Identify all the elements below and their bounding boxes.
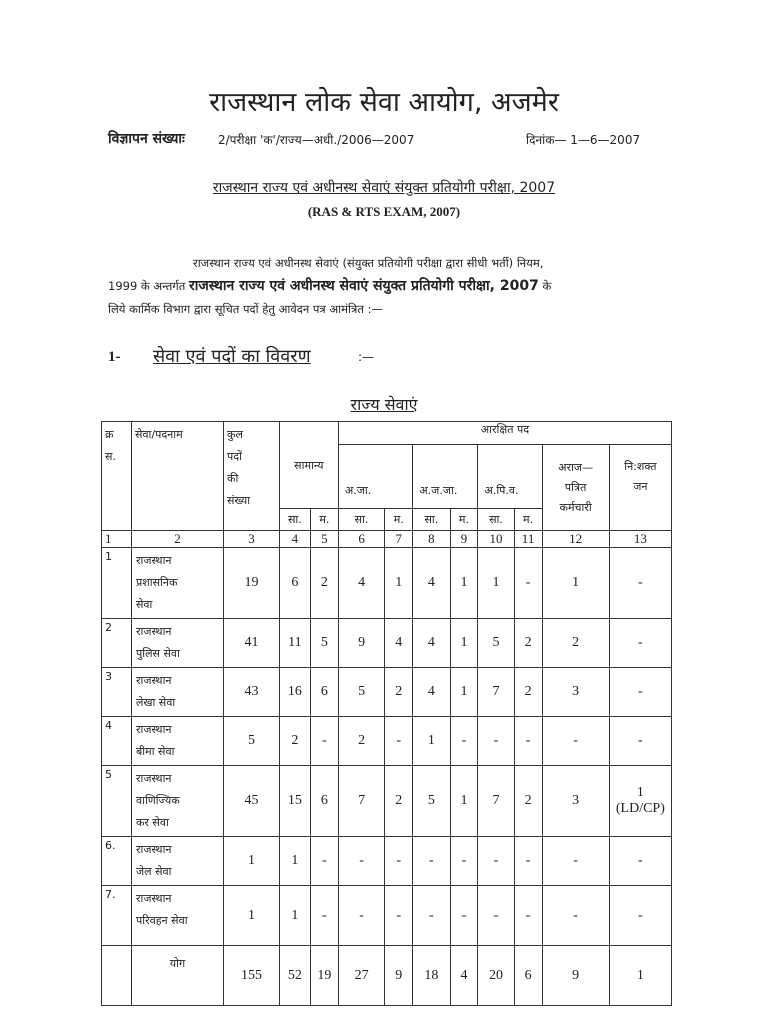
row-cell-sc-s: 7 [338,766,385,837]
row-cell-obc-m: - [514,717,542,766]
total-cell: 9 [542,946,609,1006]
row-cell-obc-s: 7 [478,766,514,837]
index-cell: 10 [478,531,514,548]
services-table [101,421,672,1006]
row-service-name: राजस्थान प्रशासनिक सेवा [131,548,223,619]
total-cell: 9 [385,946,413,1006]
total-label: योग [131,946,223,1006]
row-cell-sc-s: - [338,837,385,886]
head-sc-sa: सा. [338,509,385,531]
row-service-name: राजस्थान वाणिज्यिक कर सेवा [131,766,223,837]
table-row [102,766,672,837]
row-sr: 2 [102,619,132,668]
row-cell-total: 41 [224,619,280,668]
total-row [102,946,672,1006]
row-cell-sc-m: 4 [385,619,413,668]
row-cell-st-s: 5 [413,766,450,837]
row-sr: 1 [102,548,132,619]
row-service-name: राजस्थान बीमा सेवा [131,717,223,766]
total-cell: 52 [279,946,310,1006]
index-cell: 1 [102,531,132,548]
table-row [102,886,672,946]
head-gen-sa: सा. [279,509,310,531]
row-cell-gen-m: 6 [310,766,338,837]
head-sr: क्र स. [102,422,132,531]
head-st: अ.ज.जा. [413,445,478,509]
total-cell: 6 [514,946,542,1006]
row-cell-gen-s: 1 [279,886,310,946]
table-title: राज्य सेवाएं [350,395,418,414]
head-total: कुल पदों की संख्या [224,422,280,531]
row-cell-total: 43 [224,668,280,717]
index-cell: 3 [224,531,280,548]
row-cell-sc-s: - [338,886,385,946]
row-sr: 5 [102,766,132,837]
row-cell-st-s: - [413,886,450,946]
total-sr [102,946,132,1006]
exam-title: राजस्थान राज्य एवं अधीनस्थ सेवाएं संयुक्त प्रतियोगी परीक्षा, 2007 [212,180,556,196]
head-obc: अ.पि.व. [478,445,542,509]
row-cell-gen-m: 2 [310,548,338,619]
table-header-row-1 [102,422,672,445]
total-cell: 4 [450,946,478,1006]
row-cell-sc-s: 9 [338,619,385,668]
row-cell-st-m: - [450,837,478,886]
row-cell-gen-s: 16 [279,668,310,717]
row-cell-st-m: - [450,886,478,946]
row-service-name: राजस्थान पुलिस सेवा [131,619,223,668]
row-cell-disabled: 1 (LD/CP) [609,766,671,837]
row-cell-st-m: 1 [450,548,478,619]
row-cell-exsvc: 3 [542,668,609,717]
head-st-sa: सा. [413,509,450,531]
head-service: सेवा/पदनाम [131,422,223,531]
row-cell-sc-m: 2 [385,668,413,717]
index-cell: 6 [338,531,385,548]
head-st-ma: म. [450,509,478,531]
row-cell-exsvc: - [542,837,609,886]
row-cell-st-m: 1 [450,766,478,837]
row-cell-gen-m: - [310,717,338,766]
row-cell-obc-m: 2 [514,668,542,717]
row-cell-disabled: - [609,668,671,717]
row-cell-sc-s: 5 [338,668,385,717]
row-cell-total: 1 [224,886,280,946]
exam-title-english: (RAS & RTS EXAM, 2007) [307,204,461,219]
row-cell-total: 45 [224,766,280,837]
intro-line-1: राजस्थान राज्य एवं अधीनस्थ सेवाएं (संयुक्त प्रतियोगी परीक्षा द्वारा सीधी भर्ती) नियम, [193,256,544,270]
table-row [102,668,672,717]
row-cell-disabled: - [609,886,671,946]
row-cell-disabled: - [609,548,671,619]
head-disabled: नि:शक्त जन [609,445,671,531]
table-row [102,548,672,619]
advertisement-date: दिनांक— 1—6—2007 [526,133,641,147]
head-sc: अ.जा. [338,445,412,509]
row-cell-sc-m: - [385,717,413,766]
row-sr: 4 [102,717,132,766]
index-cell: 4 [279,531,310,548]
row-cell-st-s: 4 [413,548,450,619]
row-cell-total: 5 [224,717,280,766]
row-cell-obc-s: - [478,886,514,946]
intro-line-2-post: के [542,279,552,293]
section-suffix: :— [358,350,375,364]
row-cell-gen-s: 11 [279,619,310,668]
row-cell-obc-m: - [514,837,542,886]
row-cell-disabled: - [609,717,671,766]
index-cell: 9 [450,531,478,548]
head-reserved: आरक्षित पद [338,422,671,445]
row-cell-obc-s: 5 [478,619,514,668]
total-cell: 18 [413,946,450,1006]
index-cell: 7 [385,531,413,548]
row-cell-sc-s: 2 [338,717,385,766]
row-cell-st-s: 4 [413,668,450,717]
row-cell-total: 19 [224,548,280,619]
row-cell-st-s: - [413,837,450,886]
row-service-name: राजस्थान परिवहन सेवा [131,886,223,946]
row-cell-obc-s: 1 [478,548,514,619]
row-cell-obc-m: - [514,548,542,619]
table-row [102,717,672,766]
row-cell-exsvc: 2 [542,619,609,668]
index-cell: 8 [413,531,450,548]
total-cell: 19 [310,946,338,1006]
head-obc-sa: सा. [478,509,514,531]
row-cell-exsvc: - [542,717,609,766]
index-cell: 5 [310,531,338,548]
row-cell-obc-s: - [478,717,514,766]
table-row [102,619,672,668]
index-row [102,531,672,548]
row-cell-gen-m: 6 [310,668,338,717]
row-cell-sc-s: 4 [338,548,385,619]
row-cell-obc-m: 2 [514,619,542,668]
total-cell: 1 [609,946,671,1006]
row-sr: 6. [102,837,132,886]
row-sr: 3 [102,668,132,717]
intro-line-2 [108,275,678,298]
row-cell-exsvc: - [542,886,609,946]
row-cell-obc-s: 7 [478,668,514,717]
head-gen-ma: म. [310,509,338,531]
row-cell-gen-m: - [310,886,338,946]
total-cell: 155 [224,946,280,1006]
row-cell-gen-s: 15 [279,766,310,837]
row-cell-gen-s: 1 [279,837,310,886]
row-cell-st-m: 1 [450,619,478,668]
row-cell-gen-s: 2 [279,717,310,766]
index-cell: 2 [131,531,223,548]
row-cell-sc-m: - [385,886,413,946]
row-cell-obc-m: 2 [514,766,542,837]
row-sr: 7. [102,886,132,946]
row-cell-exsvc: 3 [542,766,609,837]
index-cell: 11 [514,531,542,548]
row-cell-st-m: - [450,717,478,766]
row-cell-sc-m: 1 [385,548,413,619]
page-title: राजस्थान लोक सेवा आयोग, अजमेर [209,87,559,118]
row-cell-exsvc: 1 [542,548,609,619]
row-cell-gen-m: - [310,837,338,886]
section-title: सेवा एवं पदों का विवरण [153,346,311,367]
table-row [102,837,672,886]
row-cell-sc-m: 2 [385,766,413,837]
row-cell-st-s: 1 [413,717,450,766]
advertisement-label: विज्ञापन संख्याः [108,131,185,147]
section-number: 1- [108,349,121,365]
total-cell: 27 [338,946,385,1006]
head-general: सामान्य [279,422,338,509]
row-service-name: राजस्थान लेखा सेवा [131,668,223,717]
row-cell-total: 1 [224,837,280,886]
row-cell-gen-m: 5 [310,619,338,668]
row-cell-disabled: - [609,619,671,668]
index-cell: 12 [542,531,609,548]
row-cell-gen-s: 6 [279,548,310,619]
advertisement-number: 2/परीक्षा 'क'/राज्य—अधी./2006—2007 [218,133,415,147]
row-cell-obc-m: - [514,886,542,946]
intro-line-3: लिये कार्मिक विभाग द्वारा सूचित पदों हेतु आवेदन पत्र आमंत्रित :— [108,302,383,316]
intro-line-2-bold: राजस्थान राज्य एवं अधीनस्थ सेवाएं संयुक्त प्रतियोगी परीक्षा, 2007 [188,278,539,294]
head-exsvc: अराज— पत्रित कर्मचारी [542,445,609,531]
head-sc-ma: म. [385,509,413,531]
head-obc-ma: म. [514,509,542,531]
total-cell: 20 [478,946,514,1006]
row-cell-obc-s: - [478,837,514,886]
row-cell-sc-m: - [385,837,413,886]
row-cell-st-m: 1 [450,668,478,717]
index-cell: 13 [609,531,671,548]
row-cell-st-s: 4 [413,619,450,668]
intro-line-2-pre: 1999 के अन्तर्गत [108,279,186,293]
row-service-name: राजस्थान जेल सेवा [131,837,223,886]
row-cell-disabled: - [609,837,671,886]
